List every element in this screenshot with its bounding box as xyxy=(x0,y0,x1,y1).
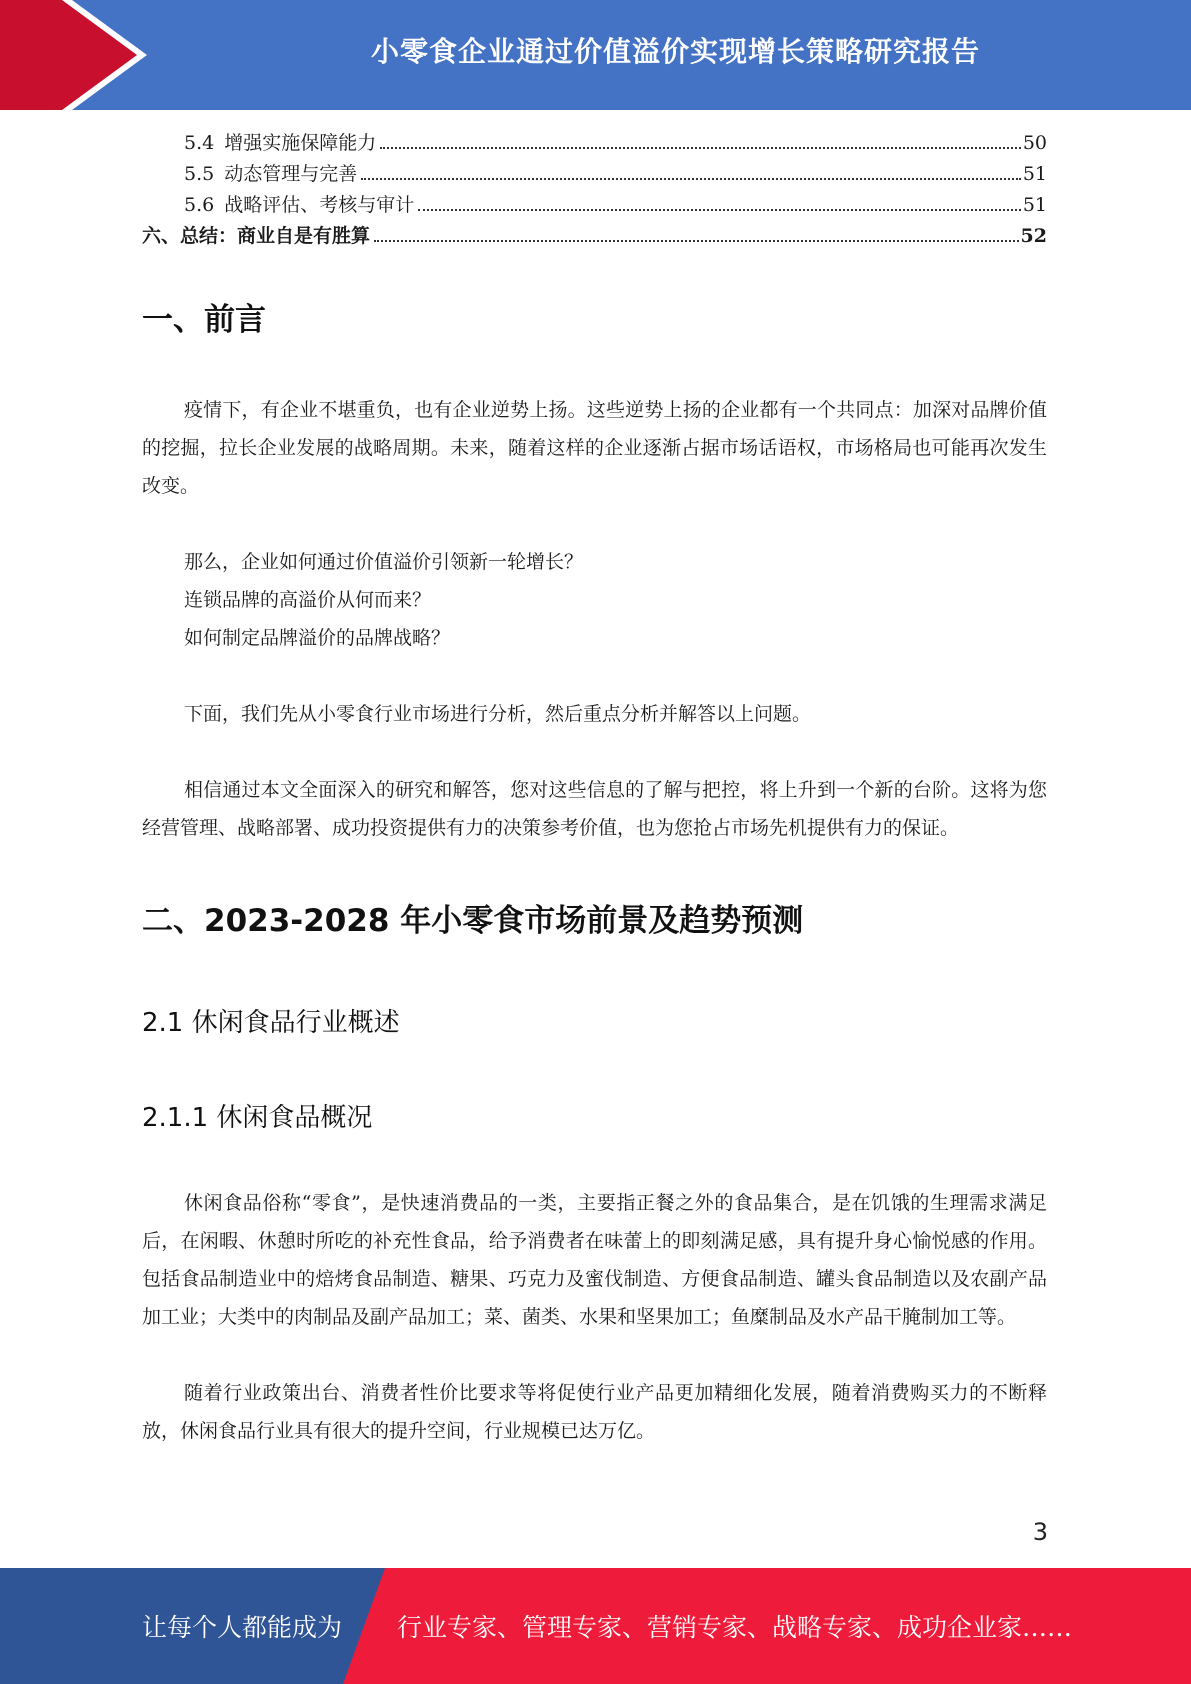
toc-entry-label: 动态管理与完善 xyxy=(224,163,358,185)
question-item: 那么，企业如何通过价值溢价引领新一轮增长？ xyxy=(184,551,584,573)
toc-entry-number: 5.6 xyxy=(184,194,215,216)
table-of-contents xyxy=(142,128,1047,252)
preface-paragraph: 相信通过本文全面深入的研究和解答，您对这些信息的了解与把控，将上升到一个新的台阶。这将为您经营管理、战略部署、成功投资提供有力的决策参考价值，也为您抢占市场先机提供有力的保证。 xyxy=(142,779,1047,839)
toc-entry-label: 战略评估、考核与审计 xyxy=(224,194,415,216)
toc-entry-label: 增强实施保障能力 xyxy=(224,132,377,154)
toc-leader-dots xyxy=(380,147,1021,149)
toc-entry[interactable] xyxy=(142,221,1047,252)
toc-entry-number: 5.4 xyxy=(184,132,215,154)
toc-leader-dots xyxy=(374,240,1019,242)
toc-entry-page: 50 xyxy=(1022,132,1047,154)
toc-entry-page: 52 xyxy=(1020,225,1047,247)
toc-entry[interactable] xyxy=(142,128,1047,159)
subsection-heading: 2.1.1 休闲食品概况 xyxy=(142,1103,373,1133)
toc-entry-number: 5.5 xyxy=(184,163,215,185)
subsection-heading: 2.1 休闲食品行业概述 xyxy=(142,1008,400,1038)
page-content xyxy=(142,128,1047,1450)
toc-entry[interactable] xyxy=(142,159,1047,190)
preface-paragraph: 疫情下，有企业不堪重负，也有企业逆势上扬。这些逆势上扬的企业都有一个共同点：加深对品牌价值的挖掘，拉长企业发展的战略周期。未来，随着这样的企业逐渐占据市场话语权，市场格局也可能再次发生改变。 xyxy=(142,399,1047,497)
report-title: 小零食企业通过价值溢价实现增长策略研究报告 xyxy=(370,35,980,68)
question-list xyxy=(142,543,1047,657)
toc-leader-dots xyxy=(418,209,1021,211)
toc-leader-dots xyxy=(361,178,1021,180)
header-arrow-graphic xyxy=(0,0,160,110)
market-paragraph: 休闲食品俗称“零食”，是快速消费品的一类，主要指正餐之外的食品集合，是在饥饿的生理需求满足后，在闲暇、休憩时所吃的补充性食品，给予消费者在味蕾上的即刻满足感，具有提升身心愉悦感的作用。包括食品制造业中的焙烤食品制造、糖果、巧克力及蜜伐制造、方便食品制造、罐头食品制造以及农副产品加工业；大类中的肉制品及副产品加工；菜、菌类、水果和坚果加工；鱼糜制品及水产品干腌制加工等。 xyxy=(142,1192,1047,1328)
toc-entry[interactable] xyxy=(142,190,1047,221)
question-item: 如何制定品牌溢价的品牌战略？ xyxy=(184,627,451,649)
page-header xyxy=(0,0,1191,110)
preface-paragraph: 下面，我们先从小零食行业市场进行分析，然后重点分析并解答以上问题。 xyxy=(184,703,812,725)
market-paragraph: 随着行业政策出台、消费者性价比要求等将促使行业产品更加精细化发展，随着消费购买力的不断释放，休闲食品行业具有很大的提升空间，行业规模已达万亿。 xyxy=(142,1382,1047,1442)
footer-slogan-right: 行业专家、管理专家、营销专家、战略专家、成功企业家…… xyxy=(397,1613,1073,1642)
section-heading-market: 二、2023-2028 年小零食市场前景及趋势预测 xyxy=(142,903,804,939)
toc-entry-label: 六、总结：商业自是有胜算 xyxy=(142,225,371,247)
page-number: 3 xyxy=(1032,1518,1048,1546)
question-item: 连锁品牌的高溢价从何而来？ xyxy=(184,589,432,611)
section-heading-preface: 一、前言 xyxy=(142,302,266,338)
toc-entry-page: 51 xyxy=(1022,194,1047,216)
toc-entry-page: 51 xyxy=(1022,163,1047,185)
footer-slogan-left: 让每个人都能成为 xyxy=(142,1613,343,1642)
page-footer xyxy=(0,1568,1191,1684)
